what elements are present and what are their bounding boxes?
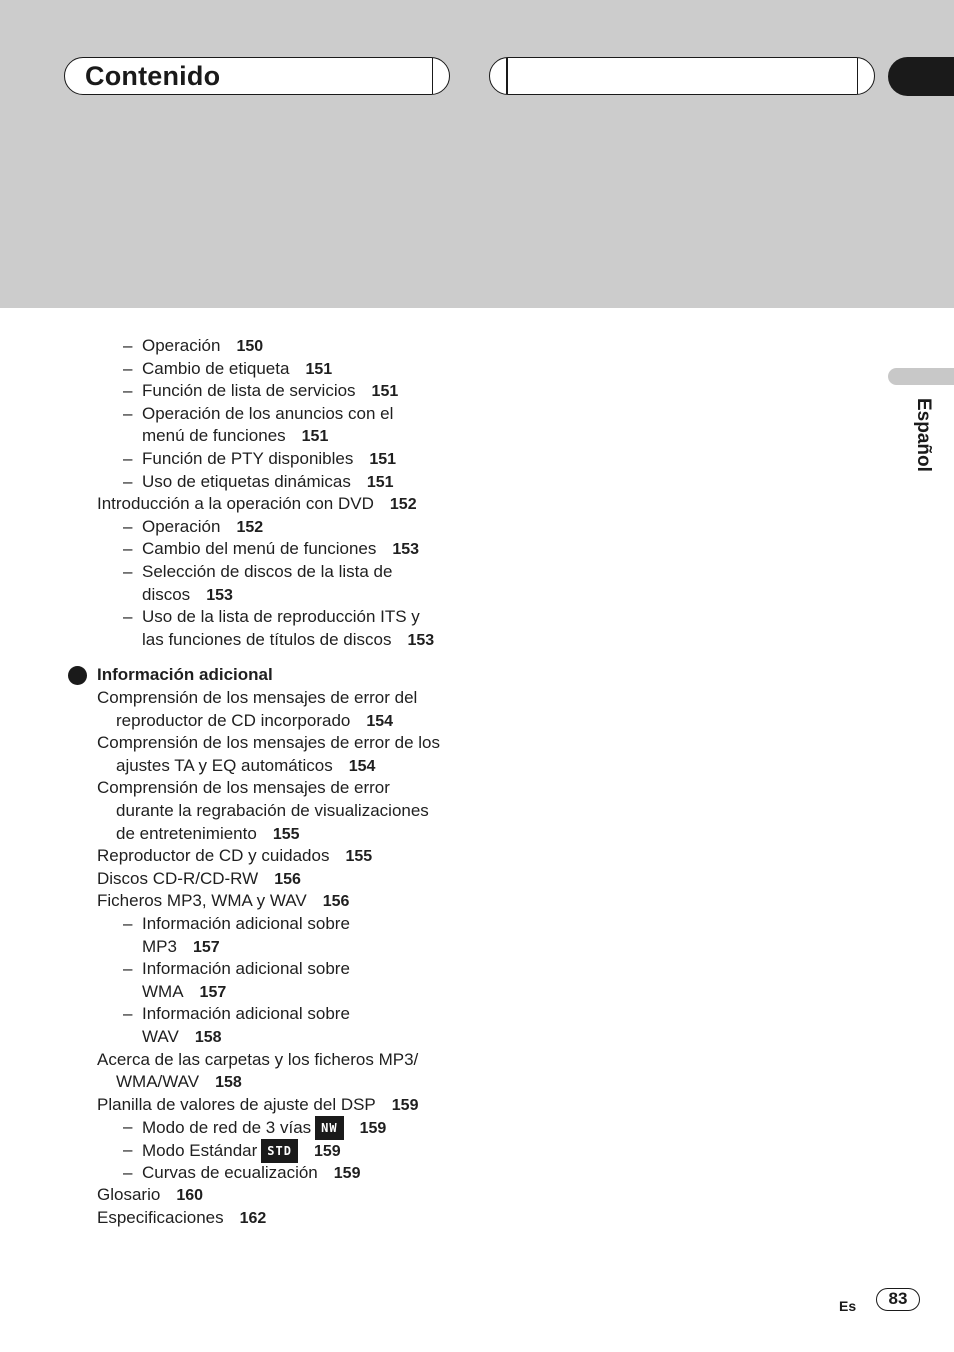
toc-entry[interactable] bbox=[142, 1162, 360, 1185]
toc-page-number: 158 bbox=[215, 1074, 242, 1092]
toc-dash-marker: – bbox=[123, 381, 133, 401]
toc-entry-text: MP3 bbox=[142, 936, 177, 956]
toc-section-heading[interactable] bbox=[97, 664, 273, 686]
toc-entry[interactable] bbox=[142, 1003, 350, 1025]
toc-entry[interactable] bbox=[142, 1139, 341, 1163]
header-band bbox=[0, 0, 954, 308]
toc-entry[interactable] bbox=[142, 958, 350, 980]
toc-page-number: 151 bbox=[366, 473, 394, 491]
section-bullet-icon bbox=[68, 666, 87, 685]
toc-entry-text: Comprensión de los mensajes de error bbox=[97, 778, 390, 798]
toc-entry[interactable] bbox=[142, 358, 332, 381]
toc-entry[interactable] bbox=[97, 868, 301, 891]
toc-dash-marker: – bbox=[123, 539, 133, 559]
toc-page-number: 154 bbox=[348, 757, 376, 775]
toc-entry-text: Acerca de las carpetas y los ficheros MP3/ bbox=[97, 1049, 419, 1069]
toc-entry-text: WMA bbox=[142, 981, 184, 1001]
toc-entry[interactable] bbox=[142, 538, 419, 561]
toc-entry[interactable] bbox=[116, 800, 429, 822]
toc-page-number: 151 bbox=[371, 383, 399, 401]
toc-entry[interactable] bbox=[142, 936, 220, 959]
toc-dash-marker: – bbox=[123, 471, 133, 491]
toc-dash-marker: – bbox=[123, 607, 133, 627]
toc-entry-text: Curvas de ecualización bbox=[142, 1162, 318, 1182]
toc-entry-text: Discos CD-R/CD-RW bbox=[97, 868, 259, 888]
toc-page-number: 160 bbox=[176, 1187, 204, 1205]
toc-entry[interactable] bbox=[142, 584, 233, 607]
toc-entry-text: Función de lista de servicios bbox=[142, 381, 356, 401]
footer-lang-code: Es bbox=[839, 1298, 857, 1314]
toc-dash-marker: – bbox=[123, 358, 133, 378]
toc-page-number: 156 bbox=[322, 893, 350, 911]
toc-entry[interactable] bbox=[142, 981, 226, 1004]
toc-entry[interactable] bbox=[142, 516, 263, 539]
page-title: Contenido bbox=[85, 61, 221, 91]
toc-dash-marker: – bbox=[123, 403, 133, 423]
toc-entry-text: discos bbox=[142, 584, 191, 604]
toc-entry[interactable] bbox=[142, 335, 263, 358]
toc-entry[interactable] bbox=[142, 629, 434, 652]
toc-entry-text: Información adicional sobre bbox=[142, 914, 350, 933]
toc-page-number: 151 bbox=[305, 360, 333, 378]
page-number: 83 bbox=[876, 1288, 920, 1311]
toc-entry-text: de entretenimiento bbox=[116, 823, 257, 843]
toc-page-number: 151 bbox=[301, 428, 329, 446]
title-pill bbox=[64, 57, 450, 95]
title-pill-divider bbox=[432, 58, 434, 94]
toc-page-number: 150 bbox=[236, 338, 264, 355]
toc-dash-marker: – bbox=[123, 914, 133, 933]
toc-entry[interactable] bbox=[97, 1184, 203, 1207]
toc-dash-marker: – bbox=[123, 516, 133, 536]
toc-page-number: 157 bbox=[192, 938, 220, 956]
toc-entry[interactable] bbox=[142, 606, 420, 628]
toc-dash-marker: – bbox=[123, 1117, 133, 1137]
toc-entry[interactable] bbox=[142, 425, 328, 448]
toc-page-number: 159 bbox=[313, 1143, 341, 1160]
toc-entry[interactable] bbox=[116, 755, 375, 778]
toc-entry[interactable] bbox=[97, 845, 372, 868]
toc-entry[interactable] bbox=[142, 448, 396, 471]
toc-page-number: 153 bbox=[407, 631, 435, 649]
toc-entry-text: Operación bbox=[142, 516, 221, 536]
toc-entry-text: Selección de discos de la lista de bbox=[142, 562, 393, 581]
section-tab bbox=[888, 57, 954, 96]
toc-entry-text: Información adicional bbox=[97, 665, 273, 685]
toc-entry[interactable] bbox=[142, 1026, 222, 1049]
toc-page-number: 154 bbox=[366, 712, 394, 730]
toc-entry[interactable] bbox=[142, 561, 392, 583]
toc-entry-text: Ficheros MP3, WMA y WAV bbox=[97, 891, 307, 911]
toc-page-number: 159 bbox=[359, 1120, 387, 1138]
toc-entry-text: Introducción a la operación con DVD bbox=[97, 494, 374, 514]
toc-entry-text: las funciones de títulos de discos bbox=[142, 629, 392, 649]
mode-badge-icon: NW bbox=[315, 1116, 343, 1140]
toc-page-number: 155 bbox=[272, 825, 300, 843]
toc-entry[interactable] bbox=[97, 1207, 266, 1230]
toc-entry-text: reproductor de CD incorporado bbox=[116, 710, 351, 730]
toc-dash-marker: – bbox=[123, 449, 133, 468]
toc-dash-marker: – bbox=[123, 1004, 133, 1024]
toc-entry-text: Modo de red de 3 vías bbox=[142, 1118, 312, 1138]
toc-page-number: 153 bbox=[392, 541, 420, 559]
toc-dash-marker: – bbox=[123, 336, 133, 355]
toc-entry[interactable] bbox=[97, 732, 440, 754]
toc-page-number: 152 bbox=[236, 518, 264, 536]
toc-entry[interactable] bbox=[97, 1049, 418, 1071]
toc-entry-text: Glosario bbox=[97, 1185, 161, 1205]
toc-page-number: 157 bbox=[199, 983, 227, 1001]
toc-entry-text: menú de funciones bbox=[142, 426, 286, 446]
toc-entry-text: Comprensión de los mensajes de error de los bbox=[97, 733, 441, 753]
toc-entry[interactable] bbox=[116, 823, 300, 846]
toc-entry[interactable] bbox=[97, 777, 390, 799]
toc-page-number: 158 bbox=[194, 1029, 222, 1046]
toc-entry-text: Especificaciones bbox=[97, 1207, 224, 1227]
toc-entry-text: Comprensión de los mensajes de error del bbox=[97, 688, 418, 707]
mode-badge-icon: STD bbox=[261, 1139, 298, 1163]
toc-entry-text: WMA/WAV bbox=[116, 1072, 200, 1092]
toc-page-number: 156 bbox=[274, 870, 301, 888]
toc-dash-marker: – bbox=[123, 1140, 133, 1159]
toc-entry-text: Operación bbox=[142, 336, 221, 355]
toc-entry[interactable] bbox=[116, 710, 393, 733]
toc-page-number: 153 bbox=[206, 586, 233, 604]
toc-entry-text: WAV bbox=[142, 1027, 179, 1046]
toc-page-number: 159 bbox=[333, 1164, 361, 1182]
language-tab-label: Español bbox=[913, 398, 934, 472]
toc-entry[interactable] bbox=[116, 1071, 242, 1094]
toc-page-number: 152 bbox=[389, 496, 417, 514]
toc-entry-text: Operación de los anuncios con el bbox=[142, 403, 394, 423]
toc-entry-text: Función de PTY disponibles bbox=[142, 449, 354, 468]
toc-entry-text: Uso de etiquetas dinámicas bbox=[142, 471, 351, 491]
toc-entry-text: durante la regrabación de visualizaciones bbox=[116, 801, 429, 820]
toc-entry[interactable] bbox=[142, 913, 350, 935]
blank-pill-divider-right bbox=[857, 58, 859, 94]
blank-pill bbox=[489, 57, 875, 95]
toc-entry[interactable] bbox=[142, 1116, 386, 1140]
toc-entry[interactable] bbox=[142, 380, 398, 403]
toc-page-number: 155 bbox=[345, 848, 373, 866]
toc-entry-text: Modo Estándar bbox=[142, 1141, 258, 1160]
toc-entry-text: Reproductor de CD y cuidados bbox=[97, 846, 330, 866]
toc-entry-text: Cambio de etiqueta bbox=[142, 358, 290, 378]
toc-entry-text: ajustes TA y EQ automáticos bbox=[116, 755, 333, 775]
blank-pill-divider-left bbox=[506, 58, 508, 94]
language-tab-bar bbox=[888, 368, 954, 385]
toc-entry-text: Uso de la lista de reproducción ITS y bbox=[142, 607, 420, 627]
toc-page-number: 159 bbox=[391, 1096, 419, 1114]
toc-dash-marker: – bbox=[123, 562, 133, 581]
toc-entry-text: Planilla de valores de ajuste del DSP bbox=[97, 1094, 376, 1114]
toc-entry-text: Cambio del menú de funciones bbox=[142, 539, 377, 559]
toc-entry-text: Información adicional sobre bbox=[142, 959, 350, 979]
toc-entry[interactable] bbox=[97, 687, 417, 709]
toc-entry[interactable] bbox=[97, 890, 349, 913]
toc-entry[interactable] bbox=[142, 403, 393, 425]
toc-page-number: 162 bbox=[239, 1209, 267, 1227]
toc-entry[interactable] bbox=[142, 471, 394, 494]
toc-entry[interactable] bbox=[97, 493, 417, 516]
toc-entry[interactable] bbox=[97, 1094, 418, 1117]
toc-dash-marker: – bbox=[123, 959, 133, 979]
toc-page-number: 151 bbox=[369, 451, 397, 468]
toc-entry-text: Información adicional sobre bbox=[142, 1004, 350, 1024]
toc-dash-marker: – bbox=[123, 1162, 133, 1182]
